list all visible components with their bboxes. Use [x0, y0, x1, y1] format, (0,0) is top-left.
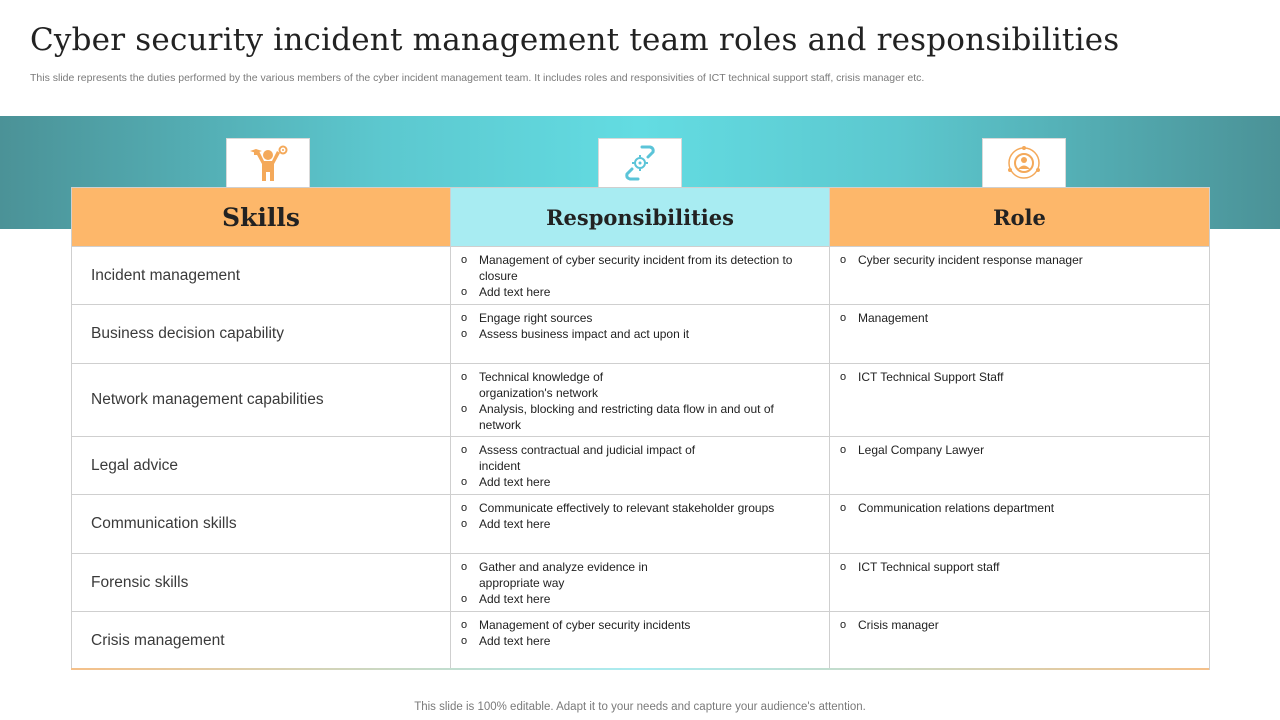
- table-row: [72, 437, 1210, 495]
- list-item: o Legal Company Lawyer: [840, 442, 1187, 458]
- handshake-gear-icon: [620, 143, 660, 183]
- table-row: [72, 612, 1210, 670]
- responsibilities-cell: [451, 305, 830, 364]
- skill-cell: Incident management: [72, 247, 451, 305]
- list-item: o Management of cyber security incidents: [461, 617, 807, 633]
- table-row: [72, 247, 1210, 305]
- skill-cell: Business decision capability: [72, 305, 451, 364]
- list-item: o Add text here: [461, 516, 807, 532]
- skill-cell: Forensic skills: [72, 554, 451, 612]
- list-item: o Assess business impact and act upon it: [461, 326, 807, 342]
- role-icon-box: [982, 138, 1066, 188]
- roles-table: [71, 187, 1210, 670]
- list-item: o Add text here: [461, 474, 807, 490]
- responsibilities-cell: [451, 612, 830, 670]
- role-cell: [830, 305, 1210, 364]
- list-item: o Management: [840, 310, 1187, 326]
- table-row: [72, 554, 1210, 612]
- responsibilities-cell: [451, 554, 830, 612]
- list-item: o Add text here: [461, 633, 807, 649]
- list-item: o Add text here: [461, 284, 807, 300]
- responsibilities-cell: [451, 247, 830, 305]
- table-bottom-accent: [71, 668, 1209, 670]
- list-item: o Assess contractual and judicial impact of incident: [461, 442, 807, 474]
- responsibilities-icon-box: [598, 138, 682, 188]
- skills-icon-box: [226, 138, 310, 188]
- list-item: o Crisis manager: [840, 617, 1187, 633]
- slide-title: Cyber security incident management team roles and responsibilities: [30, 22, 1120, 58]
- table-header-row: [72, 188, 1210, 247]
- list-item: o Analysis, blocking and restricting data flow in and out of network: [461, 401, 807, 433]
- responsibilities-cell: [451, 437, 830, 495]
- list-item: o Gather and analyze evidence in appropriate way: [461, 559, 807, 591]
- slide-subtitle: This slide represents the duties performed by the various members of the cyber incident management team. It includes roles and responsivities of ICT technical support staff, crisis manager etc.: [30, 72, 925, 84]
- header-responsibilities: Responsibilities: [451, 188, 830, 247]
- skill-cell: Legal advice: [72, 437, 451, 495]
- list-item: o Technical knowledge of organization's network: [461, 369, 807, 401]
- role-cell: [830, 554, 1210, 612]
- user-target-icon: [1004, 143, 1044, 183]
- table-row: [72, 305, 1210, 364]
- role-cell: [830, 437, 1210, 495]
- list-item: o Cyber security incident response manager: [840, 252, 1187, 268]
- slide-footer: This slide is 100% editable. Adapt it to your needs and capture your audience's attention.: [414, 701, 866, 713]
- list-item: o Management of cyber security incident from its detection to closure: [461, 252, 807, 284]
- skill-cell: Network management capabilities: [72, 364, 451, 437]
- table-row: [72, 364, 1210, 437]
- list-item: o Add text here: [461, 591, 807, 607]
- header-role: Role: [830, 188, 1210, 247]
- list-item: o Communicate effectively to relevant stakeholder groups: [461, 500, 807, 516]
- responsibilities-cell: [451, 364, 830, 437]
- table-row: [72, 495, 1210, 554]
- person-achievement-icon: [245, 143, 291, 183]
- role-cell: [830, 612, 1210, 670]
- skill-cell: Crisis management: [72, 612, 451, 670]
- responsibilities-cell: [451, 495, 830, 554]
- list-item: o ICT Technical Support Staff: [840, 369, 1187, 385]
- list-item: o Engage right sources: [461, 310, 807, 326]
- list-item: o Communication relations department: [840, 500, 1187, 516]
- role-cell: [830, 247, 1210, 305]
- role-cell: [830, 495, 1210, 554]
- header-skills: Skills: [72, 188, 451, 247]
- role-cell: [830, 364, 1210, 437]
- list-item: o ICT Technical support staff: [840, 559, 1187, 575]
- skill-cell: Communication skills: [72, 495, 451, 554]
